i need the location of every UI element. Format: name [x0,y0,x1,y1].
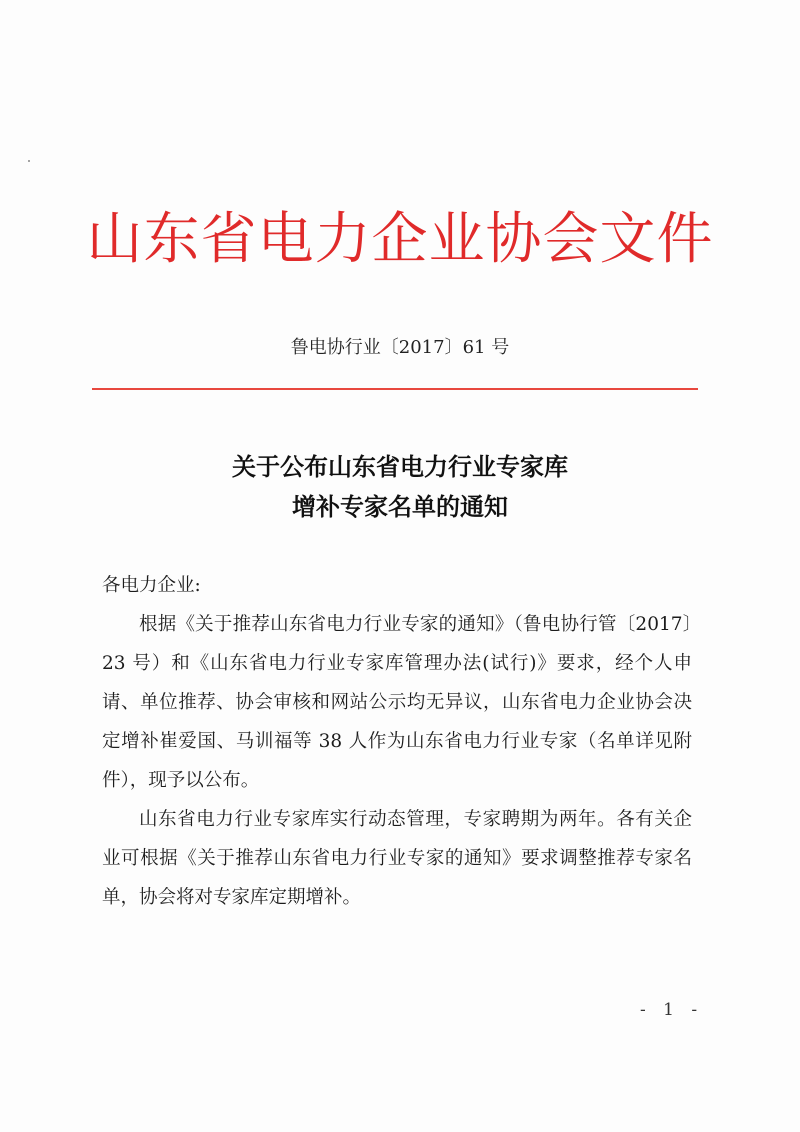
notice-body [102,566,692,917]
salutation: 各电力企业: [102,575,201,596]
red-divider-line [92,388,698,390]
scan-speck [28,160,30,162]
issuer-header: 山东省电力企业协会文件 [86,207,714,272]
body-paragraph-2: 山东省电力行业专家库实行动态管理，专家聘期为两年。各有关企业可根据《关于推荐山东省电力行业专家的通知》要求调整推荐专家名单，协会将对专家库定期增补。 [102,809,692,908]
notice-title [0,447,800,527]
page-number: - 1 - [640,1000,704,1020]
notice-title-line-2: 增补专家名单的通知 [292,493,508,521]
notice-title-line-1: 关于公布山东省电力行业专家库 [232,453,568,481]
body-paragraph-1: 根据《关于推荐山东省电力行业专家的通知》（鲁电协行管〔2017〕23 号）和《山东省电力行业专家库管理办法(试行)》要求，经个人申请、单位推荐、协会审核和网站公示均无异议，山东省电力企业协会决定增补崔爱国、马训福等 38 人作为山东省电力行业专家（名单详见附件），现予以公布。 [102,614,692,791]
document-number: 鲁电协行业〔2017〕61 号 [290,337,510,358]
